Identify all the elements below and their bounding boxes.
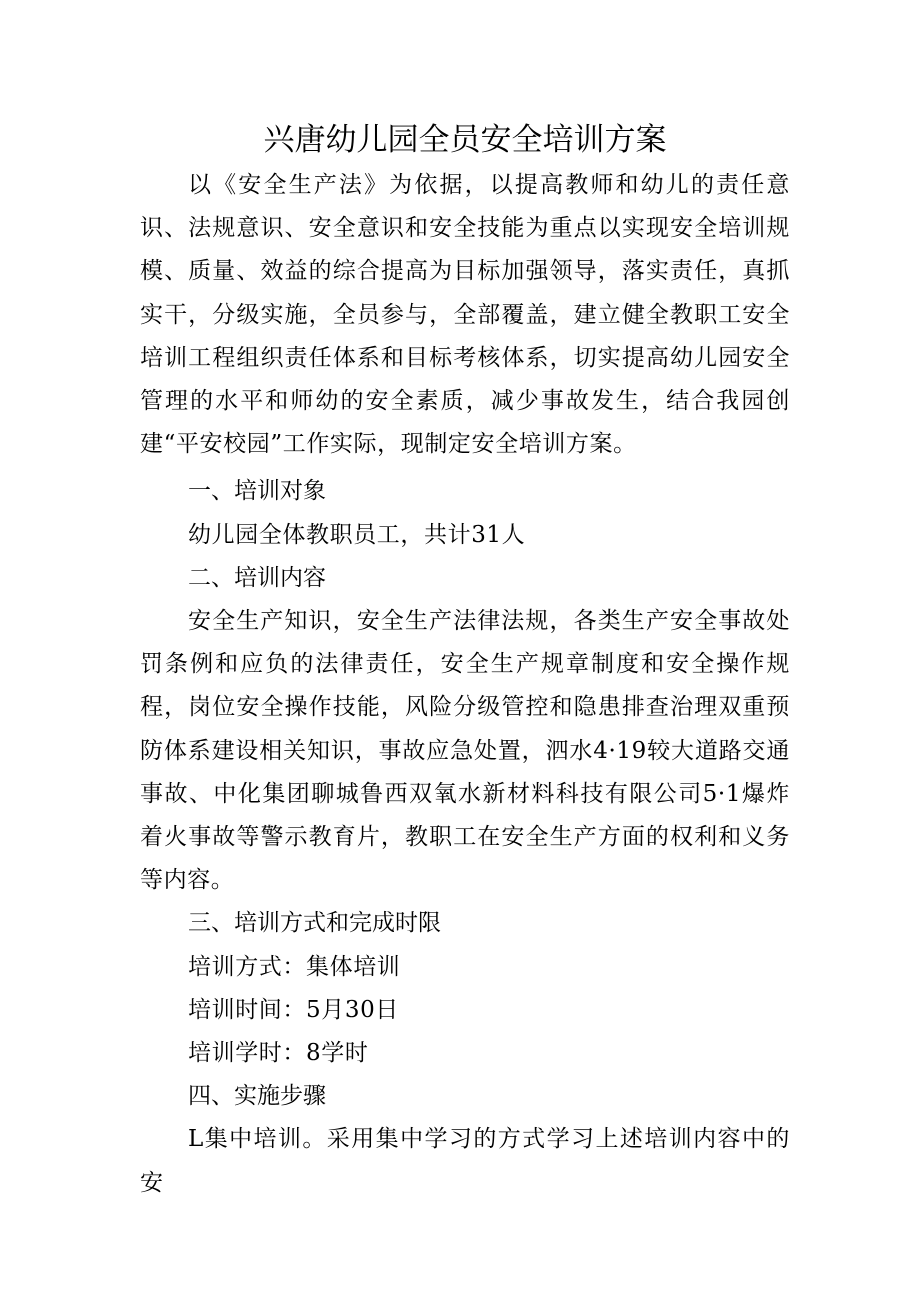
section-paragraph: 培训方式：集体培训 — [188, 953, 401, 980]
section-paragraph: 安全生产知识，安全生产法律法规，各类生产安全事故处罚条例和应负的法律责任，安全生产规章制度和安全操作规程，岗位安全操作技能，风险分级管控和隐患排查治理双重预防体系建设相关知识，事故应急处置，泗水4·19较大道路交通事故、中化集团聊城鲁西双氧水新材料科技有限公司5·1爆炸着火事故等警示教育片，教职工在安全生产方面的权利和义务等内容。 — [140, 608, 790, 894]
section-paragraph: 培训时间：5月30日 — [188, 996, 399, 1023]
intro-paragraph: 以《安全生产法》为依据，以提高教师和幼儿的责任意识、法规意识、安全意识和安全技能为重点以实现安全培训规模、质量、效益的综合提高为目标加强领导，落实责任，真抓实干，分级实施，全员参与，全部覆盖，建立健全教职工安全培训工程组织责任体系和目标考核体系，切实提高幼儿园安全管理的水平和师幼的安全素质，减少事故发生，结合我园创建“平安校园”工作实际，现制定安全培训方案。 — [140, 172, 790, 458]
section-heading: 二、培训内容 — [188, 564, 326, 591]
section-heading: 三、培训方式和完成时限 — [188, 910, 441, 937]
section-training-method — [140, 902, 790, 1075]
section-paragraph: L集中培训。采用集中学习的方式学习上述培训内容中的安 — [140, 1126, 790, 1196]
document-body — [140, 118, 790, 1205]
document-title: 兴唐幼儿园全员安全培训方案 — [263, 122, 667, 158]
section-paragraph: 幼儿园全体教职员工，共计31人 — [188, 521, 526, 548]
section-heading: 四、实施步骤 — [188, 1083, 326, 1110]
section-training-target — [140, 470, 790, 556]
section-implementation-steps — [140, 1075, 790, 1205]
section-heading: 一、培训对象 — [188, 478, 326, 505]
section-paragraph: 培训学时：8学时 — [188, 1040, 369, 1067]
section-training-content — [140, 557, 790, 903]
